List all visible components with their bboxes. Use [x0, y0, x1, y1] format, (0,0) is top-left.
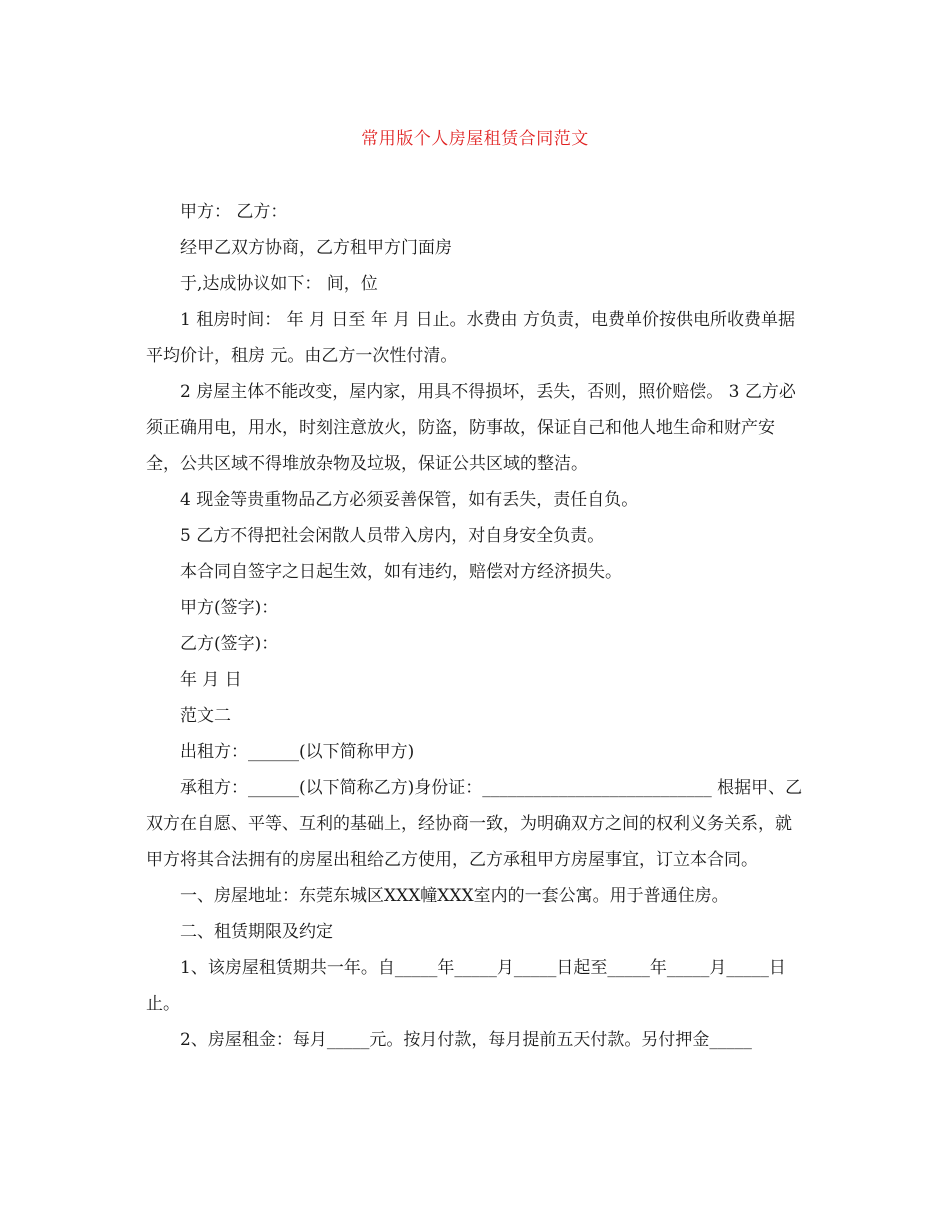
paragraph: 二、租赁期限及约定 — [180, 922, 333, 942]
paragraph: 承租方：______(以下简称乙方)身份证：___________________________ 根据甲、乙双方在自愿、平等、互利的基础上，经协商一致，为明确双方之间的权利义务关系，就甲方将其合法拥有的房屋出租给乙方使用，乙方承租甲方房屋事宜，订立本合同。 — [146, 778, 803, 870]
paragraph: 出租方：______(以下简称甲方) — [180, 742, 415, 762]
paragraph: 年 月 日 — [180, 670, 242, 690]
paragraph: 范文二 — [180, 706, 231, 726]
paragraph: 甲方(签字)： — [180, 598, 279, 618]
paragraph: 2、房屋租金：每月_____元。按月付款，每月提前五天付款。另付押金_____ — [180, 1030, 752, 1050]
paragraph: 本合同自签字之日起生效，如有违约，赔偿对方经济损失。 — [180, 562, 622, 582]
paragraph: 1 租房时间： 年 月 日至 年 月 日止。水费由 方负责，电费单价按供电所收费单据平均价计，租房 元。由乙方一次性付清。 — [146, 310, 796, 366]
paragraph: 5 乙方不得把社会闲散人员带入房内，对自身安全负责。 — [180, 526, 605, 546]
paragraph: 甲方： 乙方： — [180, 202, 288, 222]
paragraph: 乙方(签字)： — [180, 634, 279, 654]
paragraph: 2 房屋主体不能改变，屋内家，用具不得损坏，丢失，否则，照价赔偿。 3 乙方必须正确用电，用水，时刻注意放火，防盗，防事故，保证自己和他人地生命和财产安全，公共区域不得堆放杂物及垃圾，保证公共区域的整洁。 — [146, 382, 796, 474]
document-title: 常用版个人房屋租赁合同范文 — [361, 129, 589, 149]
paragraph: 4 现金等贵重物品乙方必须妥善保管，如有丢失，责任自负。 — [180, 490, 639, 510]
paragraph: 经甲乙双方协商，乙方租甲方门面房 — [180, 238, 452, 258]
paragraph: 于,达成协议如下： 间，位 — [180, 274, 378, 294]
paragraph: 一、房屋地址：东莞东城区XXX幢XXX室内的一套公寓。用于普通住房。 — [180, 886, 729, 906]
document-body — [146, 194, 806, 1058]
paragraph: 1、该房屋租赁期共一年。自_____年_____月_____日起至_____年_____月_____日止。 — [146, 958, 786, 1014]
